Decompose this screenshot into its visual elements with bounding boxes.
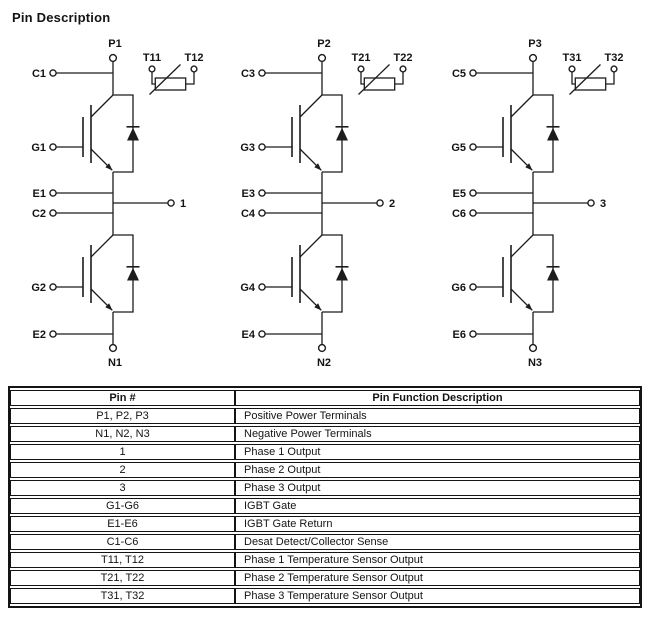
phase-output-label: 3 xyxy=(600,198,607,210)
temp-sensor-label-2: T32 xyxy=(604,52,624,64)
p-terminal-label: P1 xyxy=(108,38,122,50)
gate-top-label: G1 xyxy=(31,142,46,154)
table-row xyxy=(10,426,640,442)
temp-sensor-label-2: T22 xyxy=(393,52,413,64)
pin-cell: E1-E6 xyxy=(10,516,235,532)
n-terminal-label: N1 xyxy=(107,357,123,369)
emitter-bottom-label: E6 xyxy=(452,329,466,341)
gate-bottom-label: G6 xyxy=(451,282,466,294)
collector-bottom-label: C4 xyxy=(240,208,255,220)
description-cell: IGBT Gate Return xyxy=(235,516,640,532)
description-cell: Phase 3 Temperature Sensor Output xyxy=(235,588,640,604)
n-terminal-label: N2 xyxy=(316,357,332,369)
pin-cell: T21, T22 xyxy=(10,570,235,586)
pin-function-table xyxy=(8,386,642,608)
phase-output-label: 1 xyxy=(180,198,187,210)
table-row xyxy=(10,570,640,586)
pin-cell: 3 xyxy=(10,480,235,496)
p-terminal-label: P2 xyxy=(317,38,331,50)
emitter-top-label: E5 xyxy=(452,188,466,200)
collector-top-label: C1 xyxy=(31,68,46,80)
pin-cell: P1, P2, P3 xyxy=(10,408,235,424)
collector-bottom-label: C2 xyxy=(31,208,46,220)
temp-sensor-label-1: T21 xyxy=(351,52,371,64)
header-pin-number: Pin # xyxy=(10,390,235,406)
temp-sensor-label-1: T11 xyxy=(142,52,162,64)
temp-sensor-label-2: T12 xyxy=(184,52,204,64)
pin-cell: N1, N2, N3 xyxy=(10,426,235,442)
pin-cell: C1-C6 xyxy=(10,534,235,550)
emitter-top-label: E1 xyxy=(32,188,46,200)
description-cell: Phase 2 Temperature Sensor Output xyxy=(235,570,640,586)
table-row xyxy=(10,408,640,424)
pin-cell: G1-G6 xyxy=(10,498,235,514)
pin-cell: 2 xyxy=(10,462,235,478)
pin-cell: T11, T12 xyxy=(10,552,235,568)
gate-top-label: G5 xyxy=(451,142,466,154)
table-row xyxy=(10,552,640,568)
page-title: Pin Description xyxy=(12,10,111,25)
description-cell: Positive Power Terminals xyxy=(235,408,640,424)
gate-bottom-label: G4 xyxy=(240,282,255,294)
emitter-bottom-label: E4 xyxy=(241,329,255,341)
header-pin-function: Pin Function Description xyxy=(235,390,640,406)
emitter-bottom-label: E2 xyxy=(32,329,46,341)
n-terminal-label: N3 xyxy=(527,357,543,369)
description-cell: Negative Power Terminals xyxy=(235,426,640,442)
phase-leg-2 xyxy=(259,55,406,352)
table-row xyxy=(10,534,640,550)
collector-bottom-label: C6 xyxy=(451,208,466,220)
pin-cell: 1 xyxy=(10,444,235,460)
phase-output-label: 2 xyxy=(389,198,396,210)
table-header-row xyxy=(10,390,640,406)
gate-bottom-label: G2 xyxy=(31,282,46,294)
table-row xyxy=(10,480,640,496)
description-cell: Phase 2 Output xyxy=(235,462,640,478)
description-cell: Phase 3 Output xyxy=(235,480,640,496)
pin-cell: T31, T32 xyxy=(10,588,235,604)
table-row xyxy=(10,498,640,514)
emitter-top-label: E3 xyxy=(241,188,255,200)
phase-leg-1 xyxy=(50,55,197,352)
table-row xyxy=(10,444,640,460)
description-cell: IGBT Gate xyxy=(235,498,640,514)
description-cell: Phase 1 Output xyxy=(235,444,640,460)
temp-sensor-label-1: T31 xyxy=(562,52,582,64)
table-row xyxy=(10,516,640,532)
collector-top-label: C5 xyxy=(451,68,466,80)
table-row xyxy=(10,462,640,478)
gate-top-label: G3 xyxy=(240,142,255,154)
table-row xyxy=(10,588,640,604)
description-cell: Desat Detect/Collector Sense xyxy=(235,534,640,550)
p-terminal-label: P3 xyxy=(528,38,542,50)
collector-top-label: C3 xyxy=(240,68,255,80)
description-cell: Phase 1 Temperature Sensor Output xyxy=(235,552,640,568)
phase-leg-3 xyxy=(470,55,617,352)
